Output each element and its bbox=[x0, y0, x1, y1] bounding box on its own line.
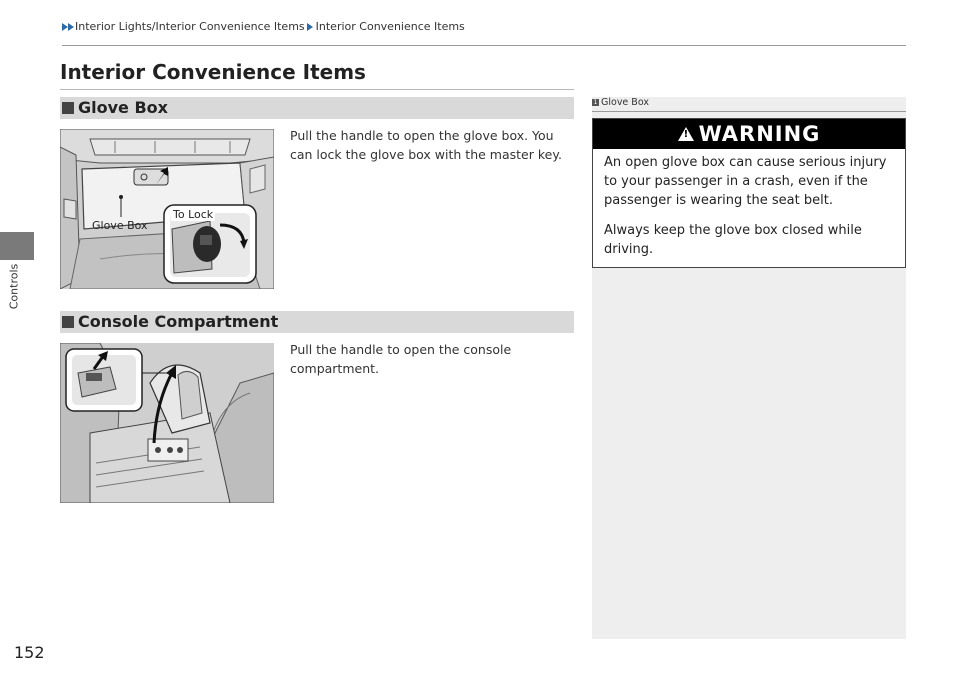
glove-box-callout: Glove Box bbox=[92, 219, 148, 232]
note-divider bbox=[592, 111, 906, 112]
breadcrumb bbox=[62, 20, 465, 33]
warning-header bbox=[593, 119, 905, 149]
page-number: 152 bbox=[14, 643, 45, 662]
arrow-icon bbox=[68, 23, 74, 31]
square-bullet-icon bbox=[62, 316, 74, 328]
warning-triangle-icon bbox=[678, 127, 694, 141]
section-heading-console-compartment: Console Compartment bbox=[60, 311, 574, 333]
square-bullet-icon bbox=[62, 102, 74, 114]
title-divider bbox=[60, 89, 574, 90]
breadcrumb-item[interactable]: Interior Lights/Interior Convenience Items bbox=[75, 20, 305, 33]
glove-box-illustration bbox=[60, 129, 274, 289]
warning-box bbox=[592, 118, 906, 268]
glove-box-description: Pull the handle to open the glove box. You can lock the glove box with the master key. bbox=[290, 128, 562, 162]
warning-paragraph: Always keep the glove box closed while driving. bbox=[604, 223, 862, 257]
note-heading bbox=[592, 97, 906, 111]
note-title: Glove Box bbox=[601, 97, 649, 108]
page-title: Interior Convenience Items bbox=[60, 60, 366, 84]
to-lock-callout: To Lock bbox=[173, 208, 214, 221]
arrow-icon bbox=[307, 23, 313, 31]
side-tab-label: Controls bbox=[7, 263, 21, 310]
note-ref-icon: 1 bbox=[593, 99, 598, 106]
warning-label: WARNING bbox=[698, 122, 821, 146]
header-divider bbox=[62, 45, 906, 46]
breadcrumb-item[interactable]: Interior Convenience Items bbox=[315, 20, 465, 33]
warning-paragraph: An open glove box can cause serious injury to your passenger in a crash, even if the passenger is wearing the seat belt. bbox=[604, 155, 887, 208]
side-tab-marker bbox=[0, 232, 34, 260]
console-compartment-description: Pull the handle to open the console compartment. bbox=[290, 342, 512, 376]
console-compartment-illustration bbox=[60, 343, 274, 503]
section-heading-glove-box: Glove Box bbox=[60, 97, 574, 119]
